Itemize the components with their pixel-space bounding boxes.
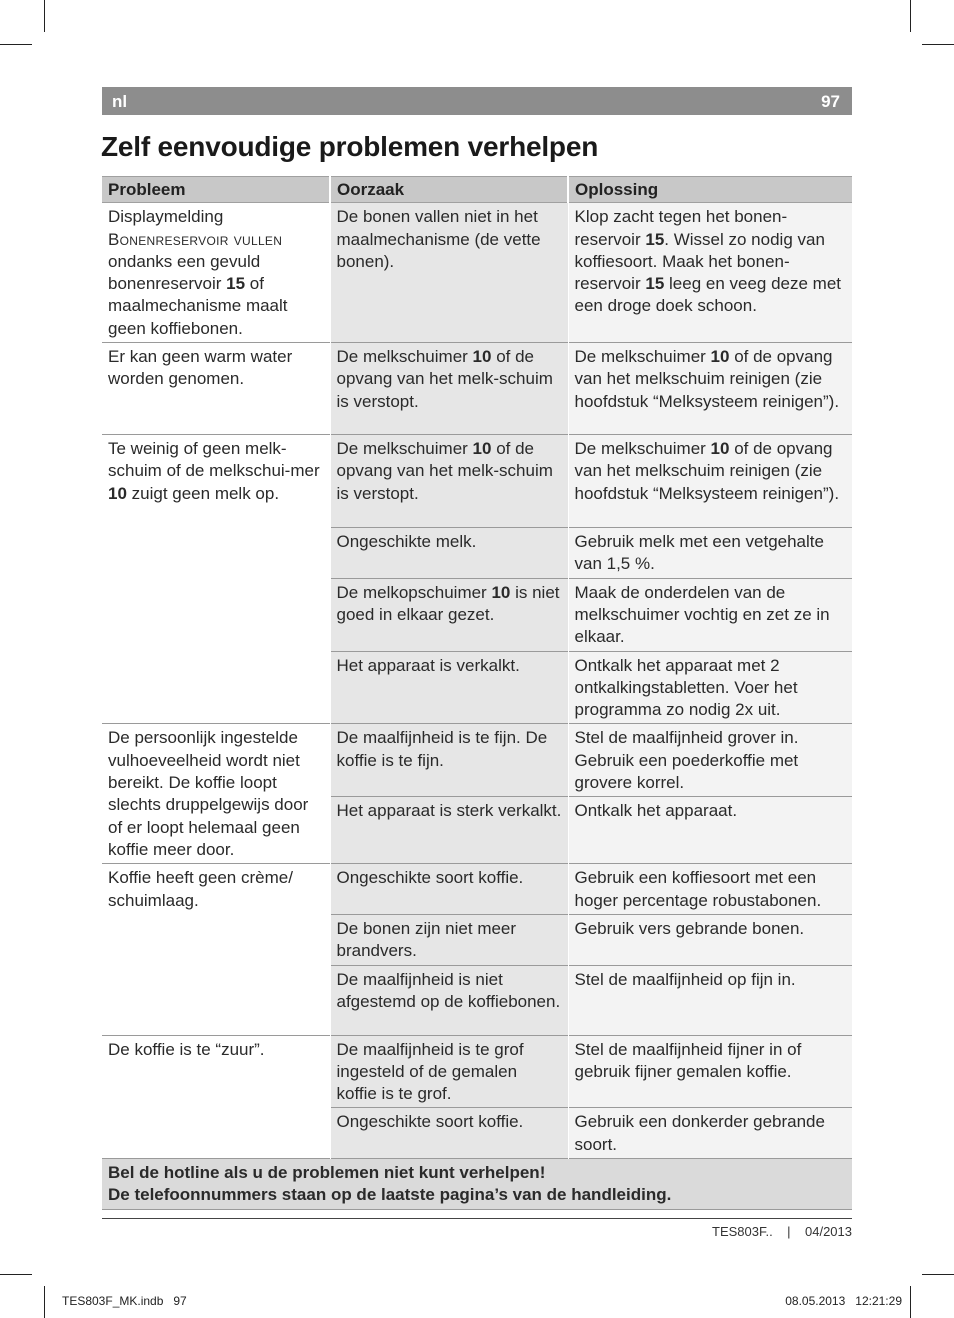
solution-text: Klop zacht tegen het bonen-reservoir (574, 207, 788, 249)
table-row (102, 203, 852, 343)
crop-mark (922, 1274, 954, 1275)
solution-cell: Maak de onderdelen van de melkschuimer vochtig en zet ze in elkaar. (568, 578, 852, 651)
problem-cell: Er kan geen warm water worden genomen. (102, 343, 330, 435)
model-number: TES803F.. (712, 1224, 773, 1239)
cause-cell: De maalfijnheid is niet afgestemd op de koffiebonen. (330, 965, 568, 1035)
problem-text: zuigt geen melk op. (126, 483, 280, 503)
table-row (102, 724, 852, 797)
problem-cell: Koffie heeft geen crème/ schuimlaag. (102, 864, 330, 1035)
page-footer (712, 1224, 852, 1239)
solution-cell: Ontkalk het apparaat met 2 ontkalkingstabletten. Voer het programma zo nodig 2x uit. (568, 651, 852, 724)
part-number: 10 (108, 483, 127, 503)
page-header-bar (102, 87, 852, 115)
solution-text: leeg en veeg deze met een droge doek schoon. (574, 274, 842, 316)
problem-text: of maalmechanisme maalt geen koffiebonen. (108, 274, 288, 338)
part-number: 10 (710, 439, 730, 459)
solution-cell (568, 435, 852, 528)
problem-text: ondanks een gevuld bonenreservoir (108, 251, 261, 294)
problem-cell (102, 203, 330, 343)
cause-text: of de opvang van het melk-schuim is verstopt. (336, 347, 553, 411)
table-row (102, 864, 852, 915)
footer-date: 04/2013 (805, 1224, 852, 1239)
print-slug-file: TES803F_MK.indb 97 (62, 1294, 187, 1308)
cause-text: De melkopschuimer (336, 582, 492, 602)
solution-cell (568, 203, 852, 343)
part-number: 15 (645, 229, 665, 249)
cause-text: of de opvang van het melk-schuim is verstopt. (336, 439, 553, 503)
column-header-cause: Oorzaak (330, 177, 568, 203)
table-footer-row (102, 1159, 852, 1210)
cause-cell: De maalfijnheid is te grof ingesteld of de gemalen koffie is te grof. (330, 1035, 568, 1108)
cause-text: De melkschuimer (336, 347, 473, 367)
cause-cell: Het apparaat is verkalkt. (330, 651, 568, 724)
solution-text: of de opvang van het melkschuim reinigen (zie hoofdstuk “Melksysteem reinigen”). (574, 439, 840, 503)
problem-text: Te weinig of geen melk-schuim of de melkschui-mer (108, 439, 320, 481)
crop-mark (0, 44, 32, 45)
cause-cell: De maalfijnheid is te fijn. De koffie is te fijn. (330, 724, 568, 797)
table-row (102, 1035, 852, 1108)
cause-cell: Het apparaat is sterk verkalkt. (330, 797, 568, 864)
solution-cell: Stel de maalfijnheid op fijn in. (568, 965, 852, 1035)
table-header-row (102, 177, 852, 203)
problem-cell: De persoonlijk ingestelde vulhoeveelheid wordt niet bereikt. De koffie loopt slechts druppelgewijs door of er loopt helemaal geen koffie meer door. (102, 724, 330, 864)
column-header-solution: Oplossing (568, 177, 852, 203)
part-number: 15 (226, 274, 246, 294)
print-slug-timestamp: 08.05.2013 12:21:29 (785, 1294, 902, 1308)
part-number: 10 (472, 347, 492, 367)
hotline-line: Bel de hotline als u de problemen niet kunt verhelpen! (108, 1163, 546, 1183)
part-number: 10 (491, 582, 511, 602)
cause-cell: Ongeschikte melk. (330, 528, 568, 579)
solution-cell: Gebruik een koffiesoort met een hoger percentage robustabonen. (568, 864, 852, 915)
footer-separator: | (787, 1224, 791, 1239)
cause-cell (330, 435, 568, 528)
solution-text: . Wissel zo nodig van koffiesoort. Maak het bonen-reservoir (574, 229, 825, 294)
solution-text: De melkschuimer (574, 439, 711, 459)
cause-text: is niet goed in elkaar gezet. (336, 582, 560, 624)
crop-mark (44, 0, 45, 32)
crop-mark (922, 44, 954, 45)
troubleshooting-table (102, 176, 852, 1210)
solution-cell: Ontkalk het apparaat. (568, 797, 852, 864)
solution-cell (568, 343, 852, 435)
page-number: 97 (821, 92, 840, 111)
problem-cell: De koffie is te “zuur”. (102, 1035, 330, 1158)
crop-mark (910, 1286, 911, 1318)
hotline-notice (102, 1159, 852, 1210)
table-row (102, 343, 852, 435)
crop-mark (0, 1274, 32, 1275)
language-code: nl (112, 92, 128, 111)
display-message: Bonenreservoir vullen (108, 229, 283, 249)
problem-cell (102, 435, 330, 724)
cause-text: De melkschuimer (336, 439, 473, 459)
page-title: Zelf eenvoudige problemen verhelpen (101, 131, 599, 162)
part-number: 10 (472, 439, 492, 459)
part-number: 15 (645, 274, 665, 294)
crop-mark (910, 0, 911, 32)
problem-text: Displaymelding (108, 207, 224, 227)
cause-cell: Ongeschikte soort koffie. (330, 1108, 568, 1159)
column-header-problem: Probleem (102, 177, 330, 203)
solution-cell: Stel de maalfijnheid fijner in of gebruik fijner gemalen koffie. (568, 1035, 852, 1108)
solution-cell: Gebruik vers gebrande bonen. (568, 914, 852, 965)
hotline-line: De telefoonnummers staan op de laatste pagina’s van de handleiding. (108, 1185, 672, 1205)
solution-text: De melkschuimer (574, 347, 711, 367)
cause-cell (330, 343, 568, 435)
crop-mark (44, 1286, 45, 1318)
solution-cell: Gebruik melk met een vetgehalte van 1,5 %. (568, 528, 852, 579)
footer-divider (102, 1218, 852, 1219)
part-number: 10 (710, 347, 730, 367)
table-row (102, 435, 852, 528)
solution-cell: Gebruik een donkerder gebrande soort. (568, 1108, 852, 1159)
cause-cell: De bonen vallen niet in het maalmechanisme (de vette bonen). (330, 203, 568, 343)
solution-cell: Stel de maalfijnheid grover in. Gebruik een poederkoffie met grovere korrel. (568, 724, 852, 797)
solution-text: of de opvang van het melkschuim reinigen (zie hoofdstuk “Melksysteem reinigen”). (574, 347, 840, 411)
cause-cell: Ongeschikte soort koffie. (330, 864, 568, 915)
cause-cell: De bonen zijn niet meer brandvers. (330, 914, 568, 965)
cause-cell (330, 578, 568, 651)
